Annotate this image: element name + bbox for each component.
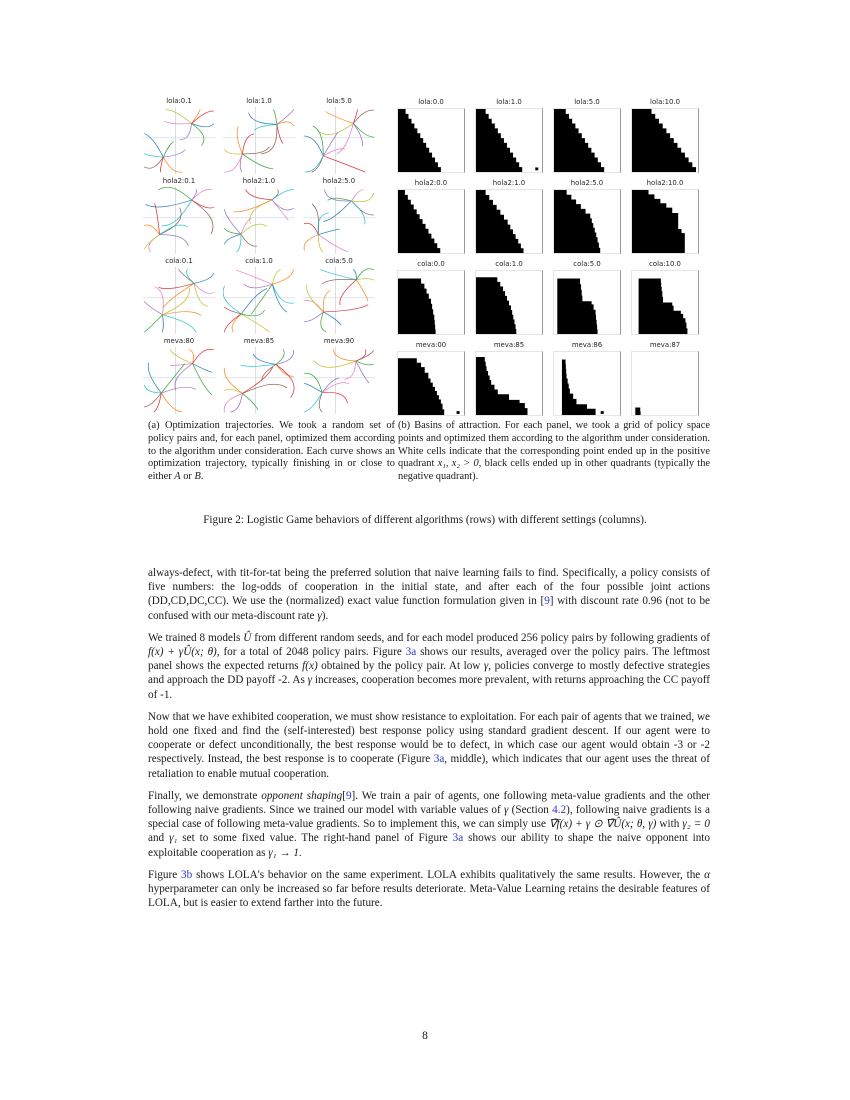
subplot-title: hola2:1.0 <box>242 177 276 185</box>
basin-subplot-plot <box>397 351 465 416</box>
basin-subplot <box>554 259 620 335</box>
caption-panel-b <box>398 420 710 484</box>
math-text: f(x) + γÛ(x; θ) <box>148 646 217 659</box>
trajectory-subplot <box>143 336 215 414</box>
text-run: ]. We train a pair of agents, one following meta-value gradients and the other following naive gradients. Since we trained our model with variable values of <box>148 789 710 817</box>
subplot-title: lola:10.0 <box>650 98 680 106</box>
text-run: shows our results, averaged over the policy pairs. The leftmost panel shows the expected returns <box>148 646 711 673</box>
trajectory-subplot <box>303 176 375 254</box>
basin-subplot <box>476 259 542 335</box>
math-text: α <box>704 868 710 881</box>
text-run: , middle), which indicates that our agent uses the threat of retaliation to enable mutual cooperation. <box>148 753 710 780</box>
basin-subplot-plot <box>553 108 621 173</box>
text-run: , for a total of 2048 policy pairs. Figure <box>216 646 406 659</box>
subplot-title: cola:1.0 <box>495 260 523 268</box>
trajectory-subplot <box>303 256 375 334</box>
reference-link[interactable]: 3a <box>433 753 445 766</box>
trajectory-subplot-plot <box>303 267 375 334</box>
text-run: or <box>180 471 195 483</box>
body-paragraph <box>148 631 710 702</box>
basin-subplot-plot <box>397 108 465 173</box>
text-run: shows LOLA's behavior on the same experiment. LOLA exhibits qualitatively the same results. However, the <box>192 868 705 881</box>
basin-subplot-plot <box>553 351 621 416</box>
subplot-title: meva:85 <box>243 337 275 345</box>
subplot-title: meva:80 <box>163 337 195 345</box>
math-text: γ <box>483 660 489 673</box>
text-run: (b) Basins of attraction. For each panel, we took a grid of policy space points and optimized them according to the algorithm under consideration. White cells indicate that the corresponding point ended up in the positive quadrant <box>398 420 710 470</box>
trajectory-subplot <box>143 176 215 254</box>
trajectory-subplot <box>303 96 375 174</box>
subplot-title: meva:86 <box>571 341 603 349</box>
trajectory-subplot-plot <box>223 347 295 414</box>
figure-panel-a-grid <box>143 96 375 414</box>
subplot-title: meva:87 <box>649 341 681 349</box>
text-run: . <box>298 846 302 859</box>
basin-subplot <box>476 340 542 416</box>
reference-link[interactable]: 3a <box>452 832 464 845</box>
figure-panel-b-grid <box>398 97 698 416</box>
trajectory-subplot <box>303 336 375 414</box>
basin-subplot <box>554 340 620 416</box>
basin-subplot-plot <box>475 351 543 416</box>
basin-subplot-plot <box>475 189 543 254</box>
basin-subplot <box>554 97 620 173</box>
trajectory-subplot-plot <box>223 107 295 174</box>
basin-subplot <box>632 178 698 254</box>
subplot-title: lola:5.0 <box>574 98 600 106</box>
trajectory-subplot <box>223 256 295 334</box>
trajectory-subplot-plot <box>303 187 375 254</box>
math-text: A <box>174 471 181 483</box>
math-text: opponent shaping <box>261 789 343 802</box>
text-run: Finally, we demonstrate <box>148 789 262 802</box>
subplot-title: hola2:5.0 <box>322 177 356 185</box>
text-run: always-defect, with tit-for-tat being the preferred solution that naive learning fails to find. Specifically, a policy consists of five numbers: the log-odds of cooperation in the initial state, and after each of the four possible joint actions (DD,CD,DC,CC). We use the (normalized) exact value function formulation given in [ <box>148 567 710 608</box>
trajectory-subplot-plot <box>143 347 215 414</box>
body-paragraph <box>148 868 710 911</box>
text-run: hyperparameter can only be increased so far before results deteriorate. Meta-Value Learning retains the desirable features of LOLA, but is easier to extend farther into the future. <box>148 883 710 910</box>
basin-subplot-plot <box>553 189 621 254</box>
trajectory-subplot-plot <box>143 107 215 174</box>
reference-link[interactable]: 9 <box>345 789 352 802</box>
math-text: γ <box>503 804 509 817</box>
math-text: Û <box>243 631 252 644</box>
trajectory-subplot-plot <box>143 267 215 334</box>
basin-subplot <box>476 97 542 173</box>
math-text: γ₂ = 0 <box>682 818 710 831</box>
text-run: ). <box>321 609 329 622</box>
text-run: from different random seeds, and for each model produced 256 policy pairs by following gradients of <box>251 631 710 644</box>
subplot-title: hola2:10.0 <box>646 179 684 187</box>
caption-panel-a <box>148 420 395 484</box>
subplot-title: lola:0.0 <box>418 98 444 106</box>
reference-link[interactable]: 3b <box>181 868 193 881</box>
subplot-title: hola2:1.0 <box>492 179 526 187</box>
subplot-title: cola:5.0 <box>573 260 601 268</box>
subplot-title: meva:90 <box>323 337 355 345</box>
basin-subplot-plot <box>475 108 543 173</box>
basin-subplot-plot <box>553 270 621 335</box>
text-run: (a) Optimization trajectories. We took a random set of policy pairs and, for each panel, optimized them according to the algorithm under consideration. Each curve shows an optimization trajectory, typically finishing in or close to either <box>148 420 395 483</box>
math-text: f(x) <box>302 660 318 673</box>
basin-subplot <box>632 340 698 416</box>
math-text: x₁, x₂ > 0 <box>437 458 479 470</box>
trajectory-subplot-plot <box>223 267 295 334</box>
basin-subplot <box>398 97 464 173</box>
text-run: obtained by the policy pair. At low <box>317 660 484 673</box>
text-run: , black cells ended up in other quadrants (typically the negative quadrant). <box>398 458 710 483</box>
trajectory-subplot <box>143 96 215 174</box>
basin-subplot <box>632 259 698 335</box>
math-text: γ₁ <box>169 832 178 845</box>
subplot-title: cola:0.0 <box>417 260 445 268</box>
body-paragraph <box>148 789 710 860</box>
basin-subplot-plot <box>631 351 699 416</box>
subplot-title: lola:5.0 <box>326 97 352 105</box>
basin-subplot-plot <box>631 189 699 254</box>
subplot-title: lola:1.0 <box>246 97 272 105</box>
basin-subplot <box>398 340 464 416</box>
trajectory-subplot-plot <box>143 187 215 254</box>
text-run: ] with discount rate 0.96 (not to be confused with our meta-discount rate <box>148 595 710 622</box>
math-text: γ <box>317 609 322 622</box>
text-run: (Section <box>508 804 553 817</box>
trajectory-subplot <box>223 336 295 414</box>
subplot-title: cola:10.0 <box>649 260 681 268</box>
math-text: γ₁ → 1 <box>268 846 299 859</box>
math-text: γ <box>307 674 313 687</box>
figure-caption: Figure 2: Logistic Game behaviors of different algorithms (rows) with different settings (columns). <box>203 514 647 526</box>
subplot-title: meva:85 <box>493 341 525 349</box>
subplot-title: lola:0.1 <box>166 97 192 105</box>
text-run: [ <box>342 789 346 802</box>
subplot-title: lola:1.0 <box>496 98 522 106</box>
page-number: 8 <box>422 1030 428 1042</box>
trajectory-subplot-plot <box>303 107 375 174</box>
basin-subplot <box>632 97 698 173</box>
trajectory-subplot-plot <box>223 187 295 254</box>
trajectory-subplot <box>223 96 295 174</box>
text-run: , policies converge to mostly defective strategies and approach the DD payoff -2. As <box>148 660 711 687</box>
body-text <box>148 566 710 918</box>
text-run: ), following naive gradients is a special case of following meta-value gradients. So to implement this, we can simply use <box>148 804 710 831</box>
text-run: We trained 8 models <box>148 631 244 644</box>
text-run: set to some fixed value. The right-hand panel of Figure <box>177 832 453 845</box>
text-run: and <box>148 832 170 845</box>
text-run: Figure <box>148 868 182 881</box>
reference-link[interactable]: 3a <box>405 646 417 659</box>
subplot-title: hola2:5.0 <box>570 179 604 187</box>
trajectory-subplot <box>143 256 215 334</box>
text-run: increases, cooperation becomes more prevalent, with returns approaching the CC payoff of -1. <box>148 674 711 701</box>
body-paragraph <box>148 710 710 781</box>
subplot-title: cola:5.0 <box>325 257 353 265</box>
basin-subplot <box>554 178 620 254</box>
subplot-title: hola2:0.1 <box>162 177 196 185</box>
basin-subplot <box>476 178 542 254</box>
subplot-title: hola2:0.0 <box>414 179 448 187</box>
trajectory-subplot <box>223 176 295 254</box>
text-run: with <box>656 818 683 831</box>
reference-link[interactable]: 4.2 <box>552 804 567 817</box>
text-run: shows our ability to shape the naive opponent into exploitable cooperation as <box>148 832 710 859</box>
trajectory-subplot-plot <box>303 347 375 414</box>
basin-subplot-plot <box>475 270 543 335</box>
basin-subplot <box>398 178 464 254</box>
basin-subplot-plot <box>631 270 699 335</box>
basin-subplot <box>398 259 464 335</box>
basin-subplot-plot <box>397 189 465 254</box>
reference-link[interactable]: 9 <box>544 595 550 608</box>
math-text: ∇̄f(x) + γ ⊙ ∇̄Û(x; θ, γ) <box>549 818 657 831</box>
math-text: B <box>194 471 201 483</box>
text-run: Now that we have exhibited cooperation, we must show resistance to exploitation. For each pair of agents that we trained, we hold one fixed and find the (self-interested) best response policy using standard gradient descent. If our agent were to cooperate or defect unconditionally, the best response would be to defect, in which case our agent would obtain -3 or -2 respectively. Instead, the best response is to cooperate (Figure <box>148 710 710 766</box>
subplot-title: meva:00 <box>415 341 447 349</box>
subplot-title: cola:0.1 <box>165 257 193 265</box>
basin-subplot-plot <box>397 270 465 335</box>
basin-subplot-plot <box>631 108 699 173</box>
subplot-title: cola:1.0 <box>245 257 273 265</box>
body-paragraph <box>148 566 710 623</box>
text-run: . <box>200 471 204 483</box>
